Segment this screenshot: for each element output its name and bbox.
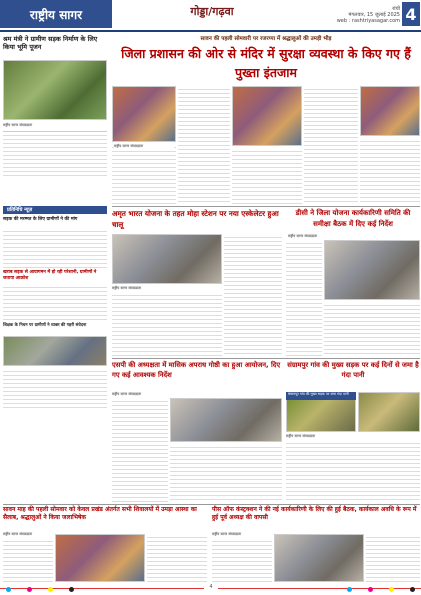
sp-body-col2 [170,444,282,502]
meeting-body-col1 [212,538,272,582]
left-band: प्रतिनिधि न्यूज़ [3,206,107,214]
left-story-headline: श्रम मंत्री ने ग्रामीण सड़क निर्माण के लिए किया भूमि पूजन [3,35,98,51]
left-story2-body2 [3,284,107,320]
magenta-swatch [368,587,373,592]
meeting-photo [274,534,364,582]
road-photo-2 [358,392,420,432]
footer-page-number: 4 [204,584,218,593]
kanwar-body-col2 [147,534,207,582]
left-story3-photo [3,336,107,366]
amrit-body-col2 [224,234,282,356]
yellow-swatch [389,587,394,592]
left-story-byline: राष्ट्रीय सागर संवाददाता [3,123,33,127]
left-story2-headline: सड़क की मरम्मत के लिए ग्रामीणों ने की मांग [3,217,78,222]
kanwar-byline: राष्ट्रीय सागर संवाददाता [3,532,33,536]
left-story2-body [3,228,107,268]
dc-body-col1 [286,240,322,356]
lead-headline: जिला प्रशासन की ओर से मंदिर में सुरक्षा व्यवस्था के किए गए हैं पुख्ता इंतजाम [121,46,411,80]
cyan-swatch [347,587,352,592]
amrit-byline: राष्ट्रीय सागर संवाददाता [112,286,142,290]
black-swatch [69,587,74,592]
lead-byline: राष्ट्रीय सागर संवाददाता [114,144,174,149]
lead-body-col2 [178,86,230,204]
lead-body-col3 [232,148,302,204]
paper-name: राष्ट्रीय सागर [0,0,112,28]
meeting-headline: पीस ऑफ कंस्ट्रक्शन ने की नई कार्यकारिणी के लिए की हुई बैठक, कार्यकाल अवधि के रूप में हुई पूर्व अध्यक्ष की वापसी [212,506,417,521]
lead-photo-2 [232,86,302,146]
kanwar-photo [55,534,145,582]
kanwar-body-col1 [3,538,53,582]
left-story3-headline: शिक्षक के निधन पर ग्रामीणों ने व्यक्त की गहरी संवेदना [3,322,87,327]
road-photo-caption: संग्रामपुर गांव की मुख्य सड़क पर जमा गंदा पानी [286,392,356,400]
cyan-swatch [6,587,11,592]
black-swatch [410,587,415,592]
sp-body-col1 [112,398,168,502]
date-line: मंगलवार, 15 जुलाई 2025 [348,12,400,18]
section-title: गोड्डा/गढ़वा [190,5,234,18]
left-story-photo [3,60,107,120]
left-story2-subhead: खराब सड़क से आवागमन में हो रही परेशानी, ग्रामीणों ने जताया आक्रोश [3,270,97,281]
divider [112,206,420,207]
city: रांची [392,6,400,12]
web-address: web : rashtriyasagar.com [336,18,400,24]
lead-photo-1 [112,86,176,142]
meeting-byline: राष्ट्रीय सागर संवाददाता [212,532,242,536]
dc-headline: डीसी ने जिला योजना कार्यकारिणी समिति की समीक्षा बैठक में दिए कई निर्देश [295,209,411,228]
left-story-body [3,129,107,204]
sp-headline: एसपी की अध्यक्षता में मासिक अपराध गोष्ठी का हुआ आयोजन, दिए गए कई आवश्यक निर्देश [112,361,281,379]
lead-body-col4 [304,86,358,204]
dc-photo [324,240,420,300]
lead-photo-3 [360,86,420,136]
road-headline: संग्रामपुर गांव की मुख्य सड़क पर कई दिनों से जमा है गंदा पानी [287,361,419,379]
magenta-swatch [27,587,32,592]
lead-kicker: सावन की पहली सोमवारी पर रजरप्पा में श्रद्धालुओं की उमड़ी भीड़ [200,36,332,42]
lead-body-col1 [112,144,176,204]
divider [112,358,420,359]
amrit-photo [112,234,222,284]
amrit-headline: अमृत भारत योजना के तहत मोहा स्टेशन पर नया एस्केलेटर हुआ चालू [112,209,279,229]
kanwar-headline: सावन माह की पहली सोमवार को केवल प्रखंड अंतर्गत सभी शिवालयों में उमड़ा आस्था का सैलाब, श्रद्धालुओं ने किया जलाभिषेक [3,506,197,521]
meeting-body-col2 [366,534,420,582]
sp-byline: राष्ट्रीय सागर संवाददाता [112,392,142,396]
sp-photo [170,398,282,442]
divider [3,504,420,505]
dc-body-col2 [324,302,420,356]
yellow-swatch [48,587,53,592]
road-body [286,440,420,502]
road-byline: राष्ट्रीय सागर संवाददाता [286,434,316,438]
date-block [322,6,400,24]
dc-byline: राष्ट्रीय सागर संवाददाता [288,234,318,238]
left-story3-body [3,368,107,408]
lead-body-col5 [360,138,420,204]
page-number: 4 [402,2,420,26]
amrit-body-col1 [112,292,222,356]
